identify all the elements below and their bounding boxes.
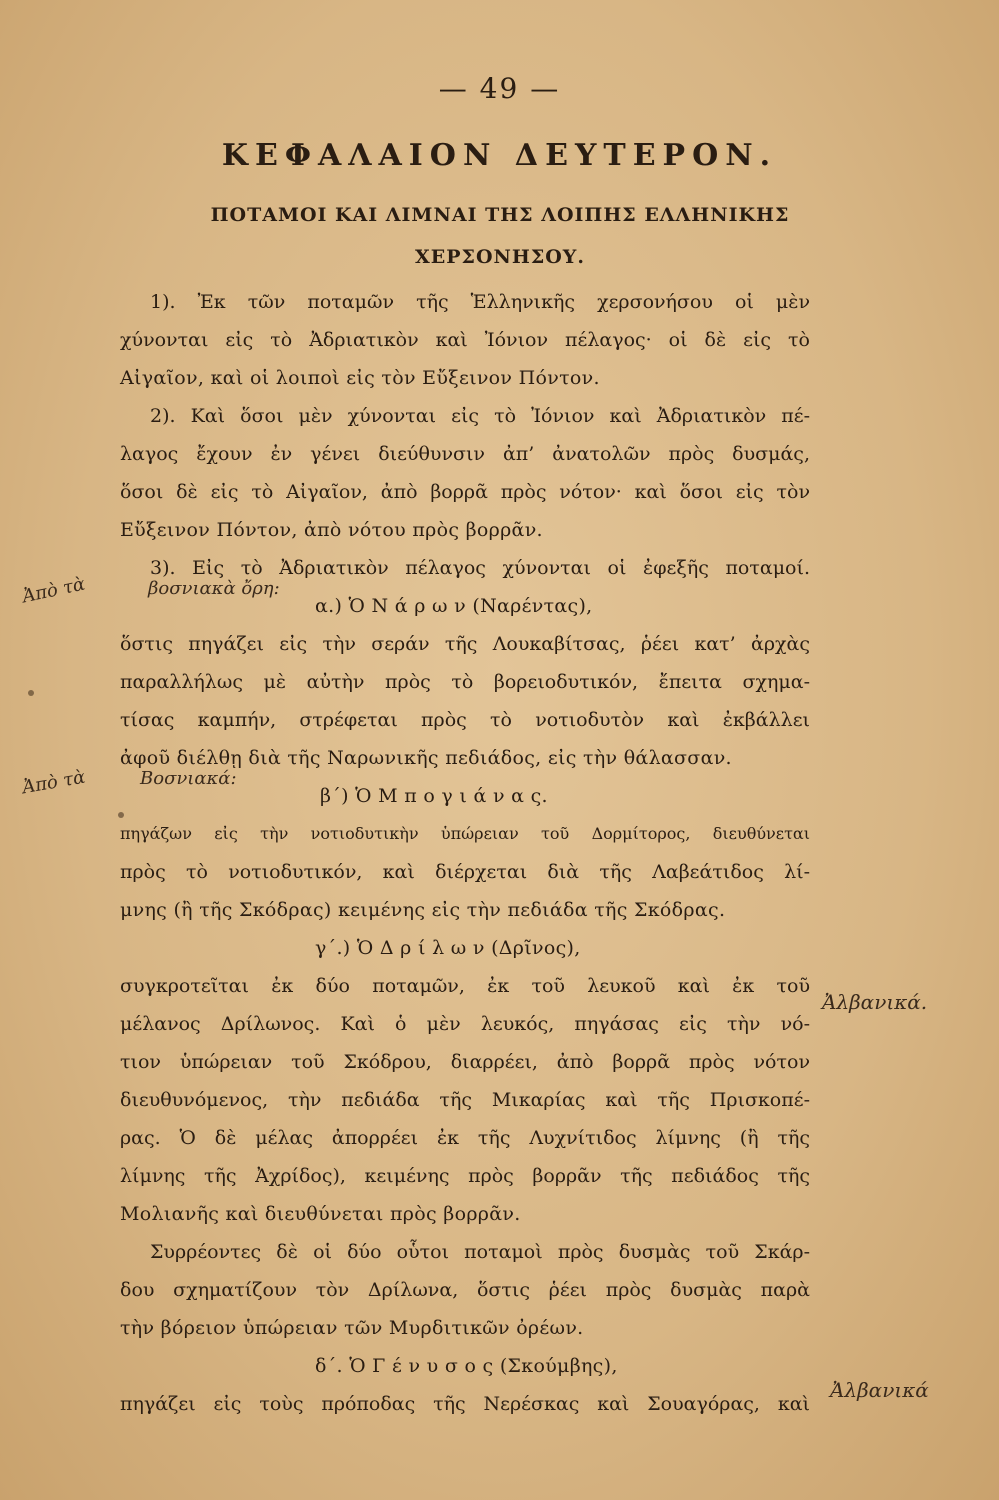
text-line: δου σχηματίζουν τὸν Δρίλωνα, ὅστις ῥέει πρὸς δυσμὰς παρὰ xyxy=(120,1279,810,1301)
page-number: — 49 — xyxy=(438,72,561,105)
handwritten-margin-note: Ἀλβανικά. xyxy=(822,990,928,1014)
subtitle-line-1: ΠΟΤΑΜΟΙ ΚΑΙ ΛΙΜΝΑΙ ΤΗΣ ΛΟΙΠΗΣ ΕΛΛΗΝΙΚΗΣ xyxy=(210,204,790,226)
ink-mark xyxy=(28,690,34,696)
subtitle-line-2: ΧΕΡΣΟΝΗΣΟΥ. xyxy=(415,246,585,268)
text-line: πηγάζει εἰς τοὺς πρόποδας τῆς Νερέσκας καὶ Σουαγόρας, καὶ xyxy=(120,1393,810,1415)
text-line: τίσας καμπήν, στρέφεται πρὸς τὸ νοτιοδυτὸν καὶ ἐκβάλλει xyxy=(120,709,810,731)
text-line: πρὸς τὸ νοτιοδυτικόν, καὶ διέρχεται διὰ τῆς Λαβεάτιδος λί- xyxy=(120,861,810,883)
text-line: τὴν βόρειον ὑπώρειαν τῶν Μυρδιτικῶν ὀρέων. xyxy=(120,1317,584,1339)
text-line: χύνονται εἰς τὸ Ἀδριατικὸν καὶ Ἰόνιον πέλαγος· οἱ δὲ εἰς τὸ xyxy=(120,329,810,351)
text-line: Μολιανῆς καὶ διευθύνεται πρὸς βορρᾶν. xyxy=(120,1203,521,1225)
text-line: συγκροτεῖται ἐκ δύο ποταμῶν, ἐκ τοῦ λευκοῦ καὶ ἐκ τοῦ xyxy=(120,975,810,997)
handwritten-note: βοσνιακὰ ὄρη: xyxy=(148,578,280,599)
text-line: 3). Εἰς τὸ Ἀδριατικὸν πέλαγος χύνονται οἱ ἐφεξῆς ποταμοί. xyxy=(150,557,810,579)
text-line: ρας. Ὁ δὲ μέλας ἀπορρέει ἐκ τῆς Λυχνίτιδος λίμνης (ἢ τῆς xyxy=(120,1127,810,1149)
text-line: ὅστις πηγάζει εἰς τὴν σεράν τῆς Λουκαβίτσας, ῥέει κατ’ ἀρχὰς xyxy=(120,633,810,655)
text-line: μέλανος Δρίλωνος. Καὶ ὁ μὲν λευκός, πηγάσας εἰς τὴν νό- xyxy=(120,1013,810,1035)
text-line: μνης (ἢ τῆς Σκόδρας) κειμένης εἰς τὴν πεδιάδα τῆς Σκόδρας. xyxy=(120,899,726,921)
text-line: Συρρέοντες δὲ οἱ δύο οὗτοι ποταμοὶ πρὸς δυσμὰς τοῦ Σκάρ- xyxy=(150,1241,810,1263)
handwritten-note-prefix: Ἀπὸ τὰ xyxy=(20,573,88,608)
text-line: Αἰγαῖον, καὶ οἱ λοιποὶ εἰς τὸν Εὔξεινον Πόντον. xyxy=(120,367,600,389)
text-line: ὅσοι δὲ εἰς τὸ Αἰγαῖον, ἀπὸ βορρᾶ πρὸς νότον· καὶ ὅσοι εἰς τὸν xyxy=(120,481,810,503)
ink-mark xyxy=(118,812,124,818)
river-heading-genysos: δ΄. Ὁ Γ έ ν υ σ ο ς (Σκούμβης), xyxy=(315,1355,618,1377)
text-line: διευθυνόμενος, τὴν πεδιάδα τῆς Μικαρίας καὶ τῆς Πρισκοπέ- xyxy=(120,1089,810,1111)
text-line: ἀφοῦ διέλθῃ διὰ τῆς Ναρωνικῆς πεδιάδος, εἰς τὴν θάλασσαν. xyxy=(120,747,732,769)
handwritten-note: Βοσνιακά: xyxy=(140,768,237,789)
handwritten-note-prefix: Ἀπὸ τὰ xyxy=(20,766,87,799)
text-line: Εὔξεινον Πόντον, ἀπὸ νότου πρὸς βορρᾶν. xyxy=(120,519,543,541)
handwritten-margin-note: Ἀλβανικά xyxy=(830,1378,929,1402)
text-line: λαγος ἔχουν ἐν γένει διεύθυνσιν ἀπ’ ἀνατολῶν πρὸς δυσμάς, xyxy=(120,443,810,465)
text-line: 2). Καὶ ὅσοι μὲν χύνονται εἰς τὸ Ἰόνιον καὶ Ἀδριατικὸν πέ- xyxy=(150,405,810,427)
text-line: λίμνης τῆς Ἀχρίδος), κειμένης πρὸς βορρᾶν τῆς πεδιάδος τῆς xyxy=(120,1165,810,1187)
chapter-title: ΚΕΦΑΛΑΙΟΝ ΔΕΥΤΕΡΟΝ. xyxy=(221,138,778,173)
text-line: πηγάζων εἰς τὴν νοτιοδυτικὴν ὑπώρειαν τοῦ Δορμίτορος, διευθύνεται xyxy=(120,824,810,843)
river-heading-bogianas: β΄) Ὁ Μ π ο γ ι ά ν α ς. xyxy=(320,785,548,807)
text-line: 1). Ἐκ τῶν ποταμῶν τῆς Ἑλληνικῆς χερσονήσου οἱ μὲν xyxy=(150,291,810,313)
text-line: τιον ὑπώρειαν τοῦ Σκόδρου, διαρρέει, ἀπὸ βορρᾶ πρὸς νότον xyxy=(120,1051,810,1073)
river-heading-drilon: γ΄.) Ὁ Δ ρ ί λ ω ν (Δρῖνος), xyxy=(315,937,581,959)
river-heading-naron: α.) Ὁ Ν ά ρ ω ν (Ναρέντας), xyxy=(315,595,593,617)
text-line: παραλλήλως μὲ αὐτὴν πρὸς τὸ βορειοδυτικόν, ἔπειτα σχημα- xyxy=(120,671,810,693)
